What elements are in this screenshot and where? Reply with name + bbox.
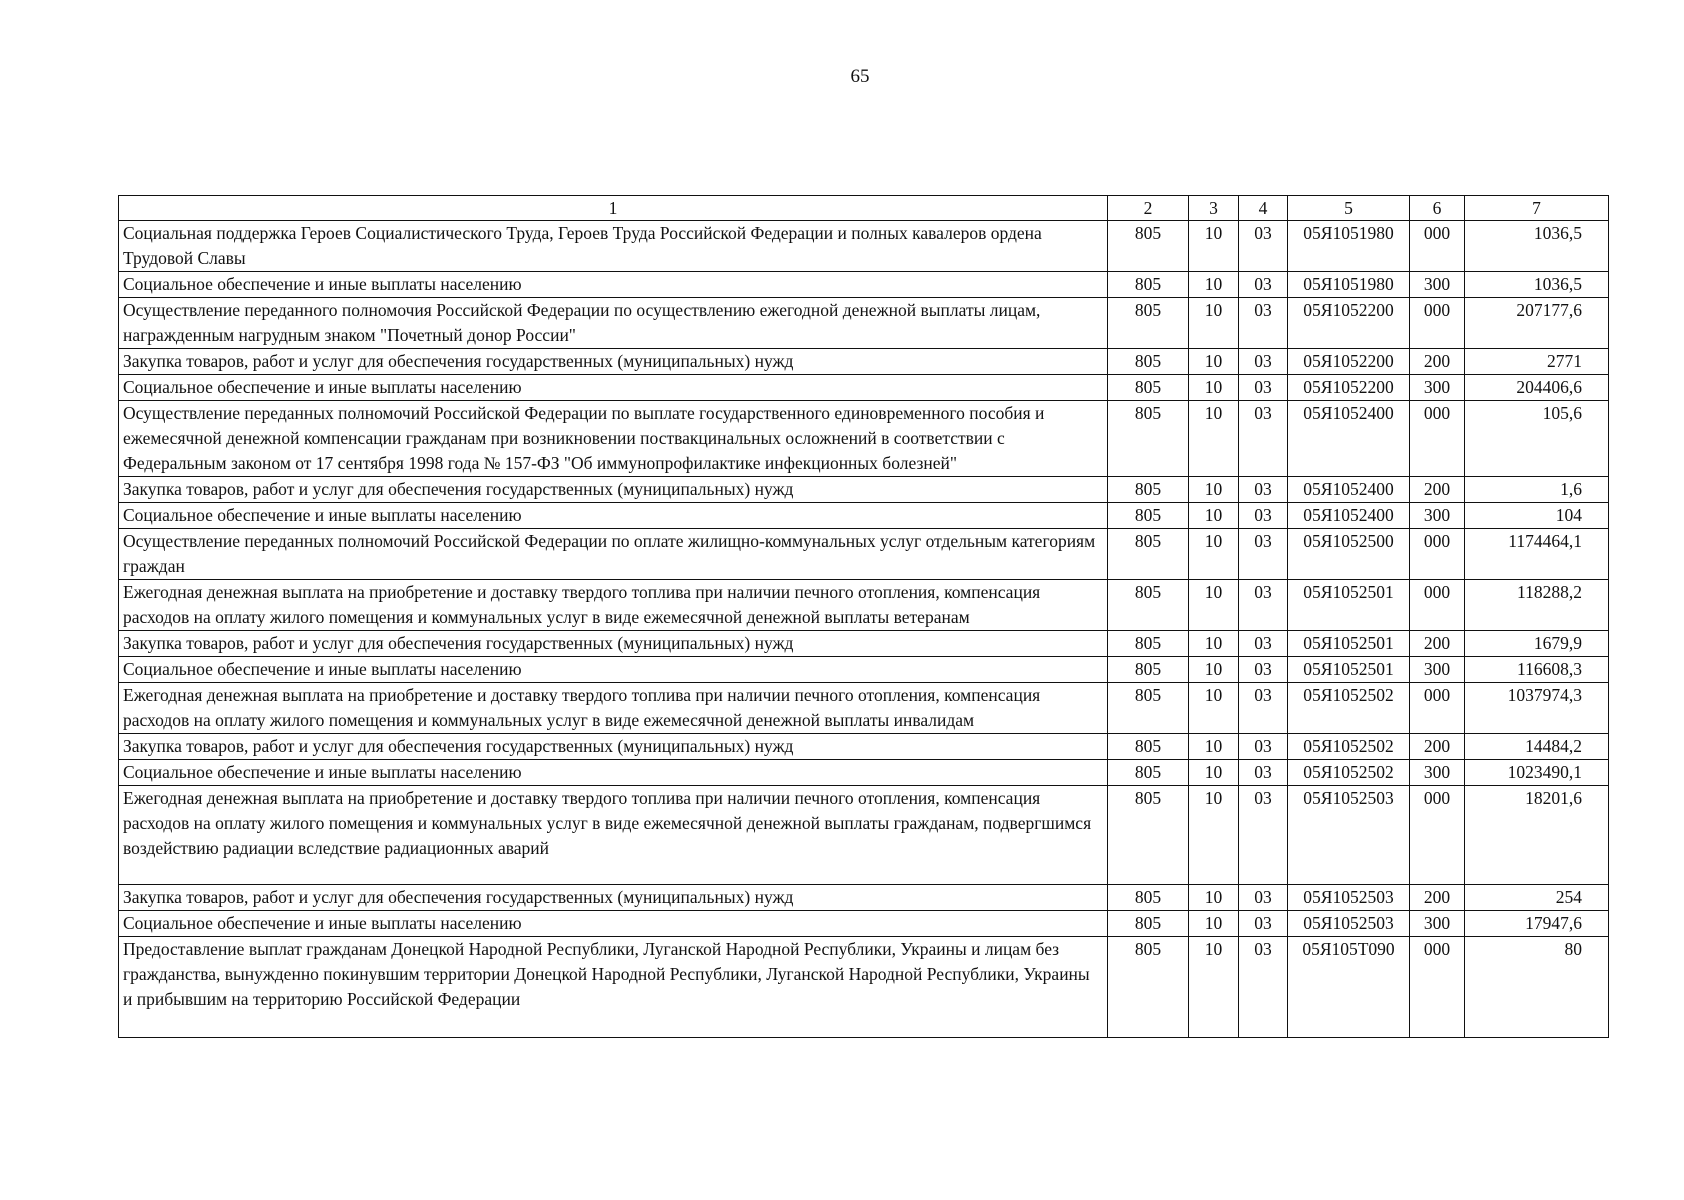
row-target-article: 05Я1052503 bbox=[1288, 786, 1410, 885]
row-amount: 80 bbox=[1465, 937, 1609, 1038]
row-section: 10 bbox=[1189, 885, 1239, 911]
row-section: 10 bbox=[1189, 375, 1239, 401]
row-section: 10 bbox=[1189, 298, 1239, 349]
table-row bbox=[119, 272, 1609, 298]
row-expense-type: 300 bbox=[1410, 272, 1465, 298]
row-section: 10 bbox=[1189, 631, 1239, 657]
row-target-article: 05Я1052502 bbox=[1288, 734, 1410, 760]
header-col-2: 2 bbox=[1108, 196, 1189, 221]
row-name: Закупка товаров, работ и услуг для обеспечения государственных (муниципальных) нужд bbox=[119, 734, 1108, 760]
row-target-article: 05Я1052200 bbox=[1288, 375, 1410, 401]
table-row bbox=[119, 683, 1609, 734]
row-ministry-code: 805 bbox=[1108, 937, 1189, 1038]
row-expense-type: 000 bbox=[1410, 683, 1465, 734]
row-expense-type: 300 bbox=[1410, 375, 1465, 401]
row-amount: 17947,6 bbox=[1465, 911, 1609, 937]
row-amount: 1174464,1 bbox=[1465, 529, 1609, 580]
row-name: Социальное обеспечение и иные выплаты населению bbox=[119, 375, 1108, 401]
table-row bbox=[119, 786, 1609, 885]
table-row bbox=[119, 657, 1609, 683]
row-target-article: 05Я1052501 bbox=[1288, 580, 1410, 631]
row-expense-type: 000 bbox=[1410, 580, 1465, 631]
row-subsection: 03 bbox=[1239, 683, 1288, 734]
row-subsection: 03 bbox=[1239, 631, 1288, 657]
row-target-article: 05Я1052502 bbox=[1288, 683, 1410, 734]
row-target-article: 05Я1052503 bbox=[1288, 911, 1410, 937]
row-target-article: 05Я1052400 bbox=[1288, 503, 1410, 529]
table-row bbox=[119, 298, 1609, 349]
row-subsection: 03 bbox=[1239, 760, 1288, 786]
row-subsection: 03 bbox=[1239, 349, 1288, 375]
row-section: 10 bbox=[1189, 657, 1239, 683]
table-row bbox=[119, 221, 1609, 272]
row-name: Социальное обеспечение и иные выплаты населению bbox=[119, 272, 1108, 298]
row-amount: 1679,9 bbox=[1465, 631, 1609, 657]
row-expense-type: 300 bbox=[1410, 657, 1465, 683]
row-expense-type: 200 bbox=[1410, 885, 1465, 911]
header-col-6: 6 bbox=[1410, 196, 1465, 221]
row-name: Социальное обеспечение и иные выплаты населению bbox=[119, 760, 1108, 786]
row-target-article: 05Я1052503 bbox=[1288, 885, 1410, 911]
header-col-3: 3 bbox=[1189, 196, 1239, 221]
budget-table bbox=[118, 195, 1609, 1038]
row-ministry-code: 805 bbox=[1108, 683, 1189, 734]
row-expense-type: 200 bbox=[1410, 349, 1465, 375]
row-section: 10 bbox=[1189, 503, 1239, 529]
row-ministry-code: 805 bbox=[1108, 221, 1189, 272]
header-col-4: 4 bbox=[1239, 196, 1288, 221]
row-target-article: 05Я105Т090 bbox=[1288, 937, 1410, 1038]
row-subsection: 03 bbox=[1239, 657, 1288, 683]
row-target-article: 05Я1051980 bbox=[1288, 221, 1410, 272]
row-expense-type: 200 bbox=[1410, 734, 1465, 760]
row-target-article: 05Я1052200 bbox=[1288, 349, 1410, 375]
row-name: Социальное обеспечение и иные выплаты населению bbox=[119, 503, 1108, 529]
row-name: Предоставление выплат гражданам Донецкой Народной Республики, Луганской Народной Республики, Украины и лицам без гражданства, вынужденно покинувшим территории Донецкой Народной Республики, Луганской Народной Республики, Украины и прибывшим на территорию Российской Федерации bbox=[119, 937, 1108, 1038]
row-amount: 116608,3 bbox=[1465, 657, 1609, 683]
row-subsection: 03 bbox=[1239, 911, 1288, 937]
row-name: Осуществление переданных полномочий Российской Федерации по оплате жилищно-коммунальных услуг отдельным категориям граждан bbox=[119, 529, 1108, 580]
row-name: Ежегодная денежная выплата на приобретение и доставку твердого топлива при наличии печного отопления, компенсация расходов на оплату жилого помещения и коммунальных услуг в виде ежемесячной денежной выплаты инвалидам bbox=[119, 683, 1108, 734]
row-expense-type: 000 bbox=[1410, 401, 1465, 477]
table-body bbox=[119, 221, 1609, 1038]
row-ministry-code: 805 bbox=[1108, 631, 1189, 657]
row-subsection: 03 bbox=[1239, 885, 1288, 911]
table-row bbox=[119, 477, 1609, 503]
row-amount: 1036,5 bbox=[1465, 272, 1609, 298]
row-name: Осуществление переданного полномочия Российской Федерации по осуществлению ежегодной денежной выплаты лицам, награжденным нагрудным знаком "Почетный донор России" bbox=[119, 298, 1108, 349]
table-row bbox=[119, 375, 1609, 401]
row-amount: 14484,2 bbox=[1465, 734, 1609, 760]
table-row bbox=[119, 760, 1609, 786]
row-section: 10 bbox=[1189, 401, 1239, 477]
row-name: Социальное обеспечение и иные выплаты населению bbox=[119, 911, 1108, 937]
row-target-article: 05Я1052400 bbox=[1288, 401, 1410, 477]
table-row bbox=[119, 885, 1609, 911]
header-col-1: 1 bbox=[119, 196, 1108, 221]
row-name: Осуществление переданных полномочий Российской Федерации по выплате государственного единовременного пособия и ежемесячной денежной компенсации гражданам при возникновении поствакцинальных осложнений в соответствии с Федеральным законом от 17 сентября 1998 года № 157-ФЗ "Об иммунопрофилактике инфекционных болезней" bbox=[119, 401, 1108, 477]
row-ministry-code: 805 bbox=[1108, 657, 1189, 683]
row-subsection: 03 bbox=[1239, 401, 1288, 477]
row-expense-type: 000 bbox=[1410, 529, 1465, 580]
row-subsection: 03 bbox=[1239, 786, 1288, 885]
row-amount: 204406,6 bbox=[1465, 375, 1609, 401]
row-amount: 1,6 bbox=[1465, 477, 1609, 503]
row-ministry-code: 805 bbox=[1108, 786, 1189, 885]
row-amount: 254 bbox=[1465, 885, 1609, 911]
table-row bbox=[119, 911, 1609, 937]
row-name: Закупка товаров, работ и услуг для обеспечения государственных (муниципальных) нужд bbox=[119, 885, 1108, 911]
row-ministry-code: 805 bbox=[1108, 375, 1189, 401]
row-amount: 18201,6 bbox=[1465, 786, 1609, 885]
row-target-article: 05Я1052501 bbox=[1288, 657, 1410, 683]
page-number: 65 bbox=[850, 66, 870, 87]
row-ministry-code: 805 bbox=[1108, 477, 1189, 503]
row-subsection: 03 bbox=[1239, 734, 1288, 760]
row-expense-type: 200 bbox=[1410, 477, 1465, 503]
table-header bbox=[119, 196, 1609, 221]
table-row bbox=[119, 580, 1609, 631]
row-ministry-code: 805 bbox=[1108, 401, 1189, 477]
row-subsection: 03 bbox=[1239, 937, 1288, 1038]
row-subsection: 03 bbox=[1239, 529, 1288, 580]
row-target-article: 05Я1052501 bbox=[1288, 631, 1410, 657]
row-section: 10 bbox=[1189, 937, 1239, 1038]
row-target-article: 05Я1052502 bbox=[1288, 760, 1410, 786]
row-ministry-code: 805 bbox=[1108, 503, 1189, 529]
row-expense-type: 000 bbox=[1410, 221, 1465, 272]
table-row bbox=[119, 937, 1609, 1038]
row-amount: 207177,6 bbox=[1465, 298, 1609, 349]
row-target-article: 05Я1052500 bbox=[1288, 529, 1410, 580]
row-name: Закупка товаров, работ и услуг для обеспечения государственных (муниципальных) нужд bbox=[119, 349, 1108, 375]
row-ministry-code: 805 bbox=[1108, 885, 1189, 911]
row-subsection: 03 bbox=[1239, 298, 1288, 349]
row-amount: 2771 bbox=[1465, 349, 1609, 375]
row-ministry-code: 805 bbox=[1108, 580, 1189, 631]
row-target-article: 05Я1052200 bbox=[1288, 298, 1410, 349]
row-section: 10 bbox=[1189, 580, 1239, 631]
row-expense-type: 300 bbox=[1410, 911, 1465, 937]
row-ministry-code: 805 bbox=[1108, 349, 1189, 375]
row-ministry-code: 805 bbox=[1108, 911, 1189, 937]
row-amount: 118288,2 bbox=[1465, 580, 1609, 631]
row-amount: 104 bbox=[1465, 503, 1609, 529]
row-name: Закупка товаров, работ и услуг для обеспечения государственных (муниципальных) нужд bbox=[119, 477, 1108, 503]
table-row bbox=[119, 529, 1609, 580]
row-name: Социальная поддержка Героев Социалистического Труда, Героев Труда Российской Федерации и полных кавалеров ордена Трудовой Славы bbox=[119, 221, 1108, 272]
row-name: Ежегодная денежная выплата на приобретение и доставку твердого топлива при наличии печного отопления, компенсация расходов на оплату жилого помещения и коммунальных услуг в виде ежемесячной денежной выплаты ветеранам bbox=[119, 580, 1108, 631]
row-amount: 1037974,3 bbox=[1465, 683, 1609, 734]
row-ministry-code: 805 bbox=[1108, 529, 1189, 580]
header-col-7: 7 bbox=[1465, 196, 1609, 221]
row-section: 10 bbox=[1189, 477, 1239, 503]
row-subsection: 03 bbox=[1239, 221, 1288, 272]
table-row bbox=[119, 401, 1609, 477]
row-subsection: 03 bbox=[1239, 272, 1288, 298]
table-row bbox=[119, 349, 1609, 375]
row-ministry-code: 805 bbox=[1108, 298, 1189, 349]
row-section: 10 bbox=[1189, 272, 1239, 298]
row-ministry-code: 805 bbox=[1108, 734, 1189, 760]
row-amount: 1036,5 bbox=[1465, 221, 1609, 272]
header-col-5: 5 bbox=[1288, 196, 1410, 221]
row-name: Социальное обеспечение и иные выплаты населению bbox=[119, 657, 1108, 683]
row-expense-type: 000 bbox=[1410, 786, 1465, 885]
row-amount: 1023490,1 bbox=[1465, 760, 1609, 786]
row-section: 10 bbox=[1189, 221, 1239, 272]
row-expense-type: 000 bbox=[1410, 937, 1465, 1038]
row-section: 10 bbox=[1189, 760, 1239, 786]
row-expense-type: 300 bbox=[1410, 503, 1465, 529]
row-section: 10 bbox=[1189, 349, 1239, 375]
row-section: 10 bbox=[1189, 529, 1239, 580]
row-subsection: 03 bbox=[1239, 477, 1288, 503]
row-ministry-code: 805 bbox=[1108, 760, 1189, 786]
row-section: 10 bbox=[1189, 786, 1239, 885]
row-subsection: 03 bbox=[1239, 580, 1288, 631]
row-target-article: 05Я1051980 bbox=[1288, 272, 1410, 298]
table-row bbox=[119, 734, 1609, 760]
row-amount: 105,6 bbox=[1465, 401, 1609, 477]
row-name: Закупка товаров, работ и услуг для обеспечения государственных (муниципальных) нужд bbox=[119, 631, 1108, 657]
row-expense-type: 300 bbox=[1410, 760, 1465, 786]
row-subsection: 03 bbox=[1239, 503, 1288, 529]
row-target-article: 05Я1052400 bbox=[1288, 477, 1410, 503]
table-row bbox=[119, 631, 1609, 657]
table-row bbox=[119, 503, 1609, 529]
row-section: 10 bbox=[1189, 911, 1239, 937]
row-expense-type: 000 bbox=[1410, 298, 1465, 349]
row-expense-type: 200 bbox=[1410, 631, 1465, 657]
header-row bbox=[119, 196, 1609, 221]
row-section: 10 bbox=[1189, 683, 1239, 734]
row-ministry-code: 805 bbox=[1108, 272, 1189, 298]
row-name: Ежегодная денежная выплата на приобретение и доставку твердого топлива при наличии печного отопления, компенсация расходов на оплату жилого помещения и коммунальных услуг в виде ежемесячной денежной выплаты гражданам, подвергшимся воздействию радиации вследствие радиационных аварий bbox=[119, 786, 1108, 885]
row-section: 10 bbox=[1189, 734, 1239, 760]
row-subsection: 03 bbox=[1239, 375, 1288, 401]
